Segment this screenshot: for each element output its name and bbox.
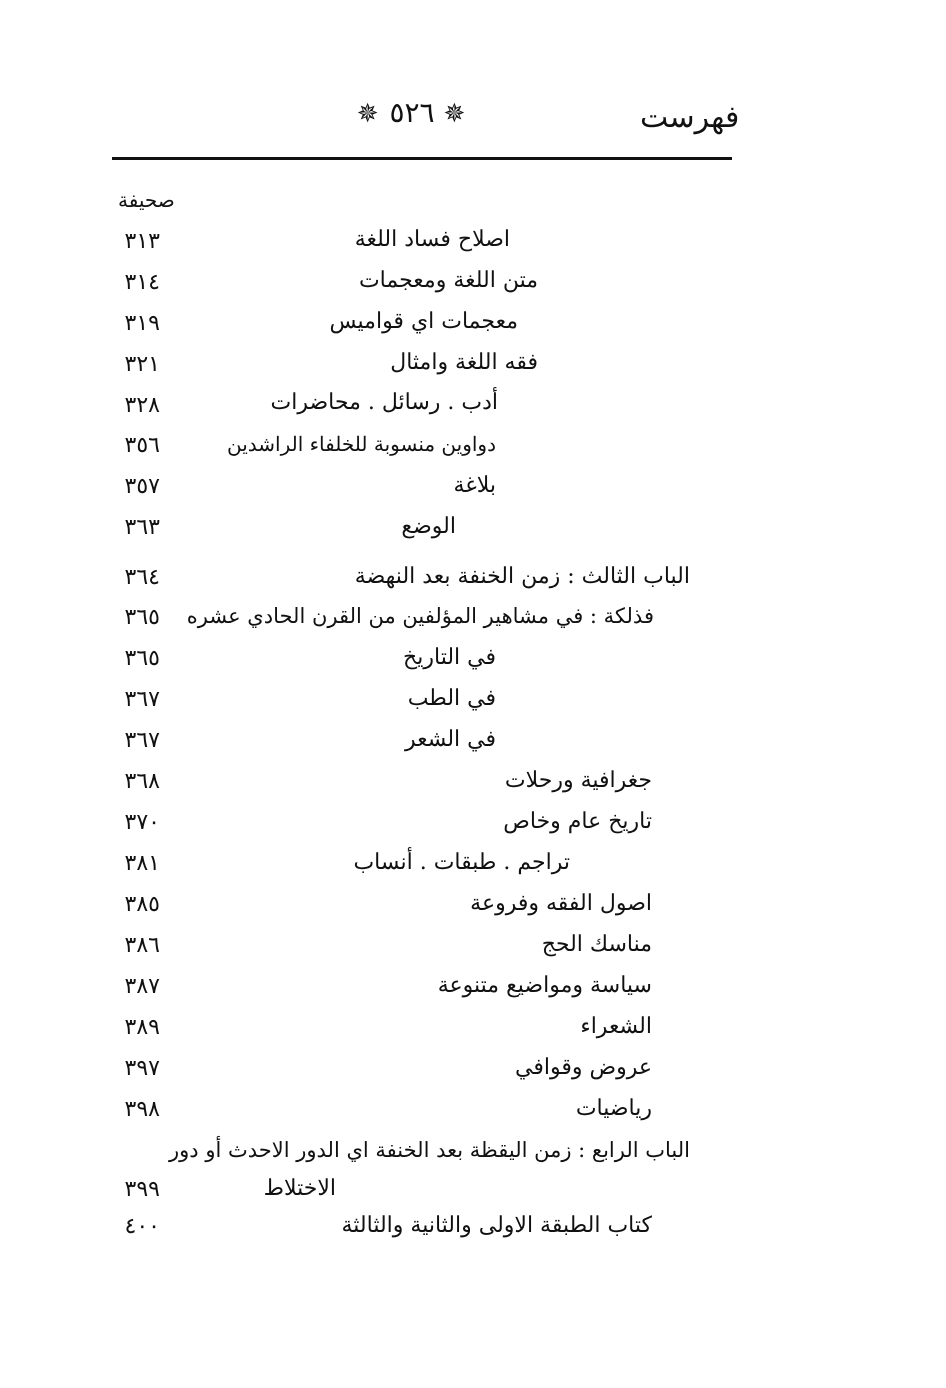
entry-page: ٣٦٧: [124, 728, 160, 753]
entry-title: مناسك الحج: [541, 932, 652, 957]
entry-page: ٣٧٠: [124, 810, 160, 835]
entry-title: تراجم . طبقات . أنساب: [353, 850, 570, 875]
entry-page: ٣٨٩: [124, 1015, 160, 1040]
entry-title: رياضيات: [575, 1096, 652, 1121]
entry-page: ٣٢١: [124, 352, 160, 377]
entry-page: ٣٨٦: [124, 933, 160, 958]
entry-page: ٣٢٨: [124, 393, 160, 418]
header-rule: [112, 157, 732, 160]
column-heading: صحيفة: [118, 188, 175, 212]
entry-page: ٣٥٧: [124, 474, 160, 499]
ornament-left-icon: ✵: [356, 99, 381, 129]
entry-page: ٣١٣: [124, 229, 160, 254]
entry-page: ٣٦٣: [124, 515, 160, 540]
entry-title: سياسة ومواضيع متنوعة: [437, 973, 652, 998]
entry-page: ٣٦٥: [124, 646, 160, 671]
page-number-text: ٥٢٦: [389, 96, 435, 129]
entry-page: ٣١٤: [124, 270, 160, 295]
entry-title: الاختلاط: [263, 1176, 336, 1201]
entry-page: ٣٩٩: [124, 1177, 160, 1202]
entry-title: الشعراء: [580, 1014, 652, 1039]
entry-page: ٣٨٧: [124, 974, 160, 999]
entry-title: في الشعر: [404, 727, 496, 752]
entry-page: ٣٨٥: [124, 892, 160, 917]
entry-page: ٤٠٠: [124, 1214, 160, 1239]
ornament-right-icon: ✵: [443, 99, 468, 129]
entry-page: ٣١٩: [124, 311, 160, 336]
entry-title: الوضع: [401, 514, 456, 539]
page-number: [352, 96, 472, 129]
entry-title: الباب الثالث : زمن الخنفة بعد النهضة: [354, 564, 690, 589]
entry-title: الباب الرابع : زمن اليقظة بعد الخنفة اي الدور الاحدث أو دور: [169, 1138, 690, 1162]
entry-title: دواوين منسوبة للخلفاء الراشدين: [226, 432, 496, 456]
entry-title: جغرافية ورحلات: [504, 768, 652, 793]
entry-title: في التاريخ: [403, 645, 496, 670]
running-title: فهرست: [640, 100, 740, 135]
entry-title: فقه اللغة وامثال: [390, 350, 538, 375]
entry-page: ٣٦٥: [124, 605, 160, 630]
entry-title: فذلكة : في مشاهير المؤلفين من القرن الحادي عشره: [186, 604, 654, 628]
entry-title: اصلاح فساد اللغة: [354, 227, 510, 252]
entry-page: ٣٩٧: [124, 1056, 160, 1081]
entry-title: أدب . رسائل . محاضرات: [270, 390, 498, 415]
entry-title: متن اللغة ومعجمات: [358, 268, 538, 293]
entry-page: ٣٦٤: [124, 565, 160, 590]
entry-title: في الطب: [407, 686, 496, 711]
entry-page: ٣٨١: [124, 851, 160, 876]
entry-title: بلاغة: [453, 473, 496, 498]
entry-page: ٣٦٧: [124, 687, 160, 712]
entry-title: اصول الفقه وفروعة: [470, 891, 652, 916]
entry-title: عروض وقوافي: [515, 1055, 652, 1080]
entry-page: ٣٩٨: [124, 1097, 160, 1122]
entry-page: ٣٥٦: [124, 433, 160, 458]
entry-title: تاريخ عام وخاص: [503, 809, 652, 834]
entry-title: معجمات اي قواميس: [329, 309, 518, 334]
entry-page: ٣٦٨: [124, 769, 160, 794]
entry-title: كتاب الطبقة الاولى والثانية والثالثة: [341, 1213, 652, 1238]
